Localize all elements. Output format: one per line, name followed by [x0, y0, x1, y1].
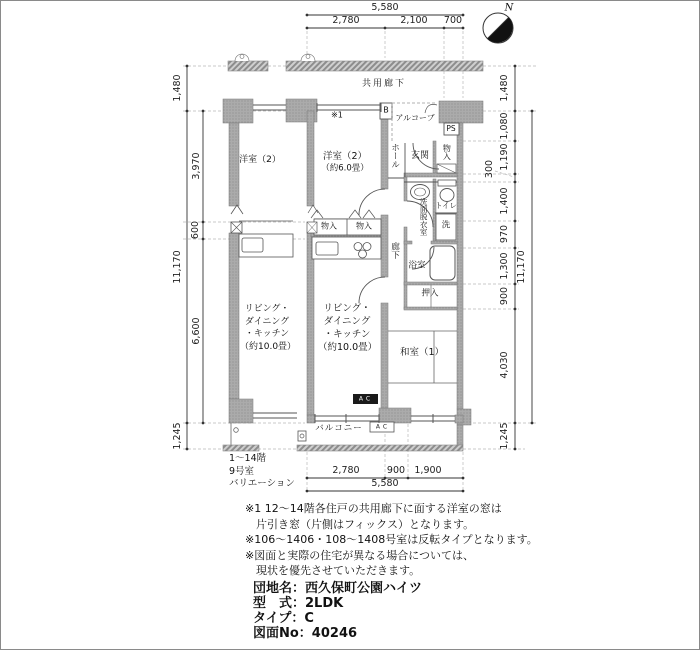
ldk-line-2: ダイニング: [323, 316, 371, 327]
note-line-5: 現状を優先させていただきます。: [245, 564, 421, 577]
dim-right-upper: 1,480: [499, 74, 510, 102]
ps-label: PS: [446, 123, 456, 133]
toilet-bowl: [440, 189, 454, 202]
dim-bottom-seg-1: 2,780: [332, 465, 360, 476]
ldk-line-4: （約10.0畳）: [318, 342, 378, 353]
variation-western-room-label: 洋室（2）: [239, 155, 281, 166]
variation-ldk-line-3: ・キッチン: [244, 329, 290, 339]
variation-plan: [223, 99, 297, 451]
storage-b-label: 物入: [356, 221, 372, 231]
dim-right-chain-3: 300: [484, 159, 495, 179]
notes-block: [245, 501, 538, 579]
info-block: [253, 581, 422, 641]
ldk-label: [318, 302, 376, 354]
dim-right-chain-1: 1,080: [499, 112, 510, 140]
dim-top-seg-2: 2,100: [400, 15, 428, 26]
dim-right-chain-6: 1,300: [499, 252, 510, 280]
info-danchi-name: 団地名：西久保町公園ハイツ: [253, 581, 423, 596]
dim-left-upper: 1,480: [172, 74, 183, 102]
laundry-label: 洗: [441, 220, 451, 231]
dim-right-total: 11,170: [516, 250, 527, 284]
dim-left-lower: 1,245: [172, 422, 183, 450]
dim-right-chain-2: 1,190: [499, 143, 510, 171]
toilet-tank: [438, 180, 456, 186]
washroom-label: 洗面脱衣室: [419, 198, 429, 236]
inner-corridor-label: 廊下: [389, 242, 400, 259]
info-type: 型 式：2LDK: [253, 596, 344, 611]
dim-top-seg-1: 2,780: [332, 15, 360, 26]
variation-caption-line-1: 1〜14階: [229, 453, 267, 464]
variation-caption-line-2: 9号室: [229, 465, 255, 477]
dim-top-total: 5,580: [371, 2, 399, 13]
dim-right-chain-4: 1,400: [499, 187, 510, 215]
western-room-label: 洋室（2）: [322, 150, 368, 162]
dim-bottom-seg-3: 1,900: [414, 465, 442, 476]
variation-caption: [229, 453, 309, 491]
dim-left-total: 11,170: [172, 250, 183, 284]
ac-unit-label: AC: [358, 395, 374, 403]
dim-right-lower: 1,245: [499, 422, 510, 450]
variation-ldk-label: [240, 303, 297, 353]
dim-left-chain-3: 6,600: [191, 317, 202, 345]
japanese-room-label: 和室（1）: [399, 346, 445, 358]
dim-top-seg-3: 700: [443, 15, 463, 26]
balcony-label: バルコニー: [315, 423, 363, 434]
toilet-label: トイレ: [434, 200, 458, 210]
dim-bottom-total: 5,580: [371, 478, 399, 489]
dim-right-chain-5: 970: [499, 224, 510, 244]
meter-box-label: B: [383, 105, 389, 115]
info-drawing-no: 図面No：40246: [253, 626, 358, 641]
dim-right-chain-7: 900: [499, 286, 510, 306]
variation-ldk-line-1: リビング・: [244, 304, 290, 314]
dim-right-chain-8: 4,030: [499, 351, 510, 379]
note-line-4: ※図面と実際の住宅が異なる場合については、: [245, 548, 474, 562]
entrance-storage-label: 物入: [442, 144, 452, 160]
ldk-line-1: リビング・: [323, 303, 371, 314]
bath-label: 浴室: [408, 260, 426, 271]
common-corridor-label: 共用廊下: [361, 79, 407, 90]
hallway-door: [359, 277, 385, 303]
dim-left-chain-2: 600: [190, 220, 201, 240]
compass: [483, 13, 513, 43]
variation-caption-line-3: バリエーション: [229, 478, 295, 489]
variation-ldk-line-4: （約10.0畳）: [240, 341, 297, 352]
closet-label: 押入: [421, 288, 439, 299]
note-ref-label: ※1: [331, 110, 343, 120]
entrance-label: 玄関: [410, 151, 430, 162]
common-corridor-strips: [228, 54, 483, 71]
variation-ldk-line-2: ダイニング: [244, 316, 290, 327]
ac-outdoor-label: AC: [375, 423, 391, 431]
western-room-door: [359, 189, 385, 215]
note-line-1: ※1 12〜14階各住戸の共用廊下に面する洋室の窓は: [245, 502, 502, 515]
balcony-rail: [297, 445, 463, 451]
western-room-size: （約6.0畳）: [321, 163, 369, 174]
storage-a-label: 物入: [321, 221, 337, 231]
dim-bottom-seg-2: 900: [386, 465, 406, 476]
alcove-label: アルコーブ: [395, 113, 435, 123]
north-label: N: [504, 2, 514, 14]
hall-label: ホール: [389, 143, 400, 169]
info-plan-type: タイプ：C: [253, 611, 314, 626]
alcove-leader: [425, 104, 437, 113]
ldk-line-3: ・キッチン: [323, 329, 371, 340]
note-line-2: 片引き窓（片側はフィックス）となります。: [245, 517, 475, 531]
dim-left-chain-1: 3,970: [191, 152, 202, 180]
note-line-3: ※106〜1406・108〜1408号室は反転タイプとなります。: [245, 533, 538, 546]
